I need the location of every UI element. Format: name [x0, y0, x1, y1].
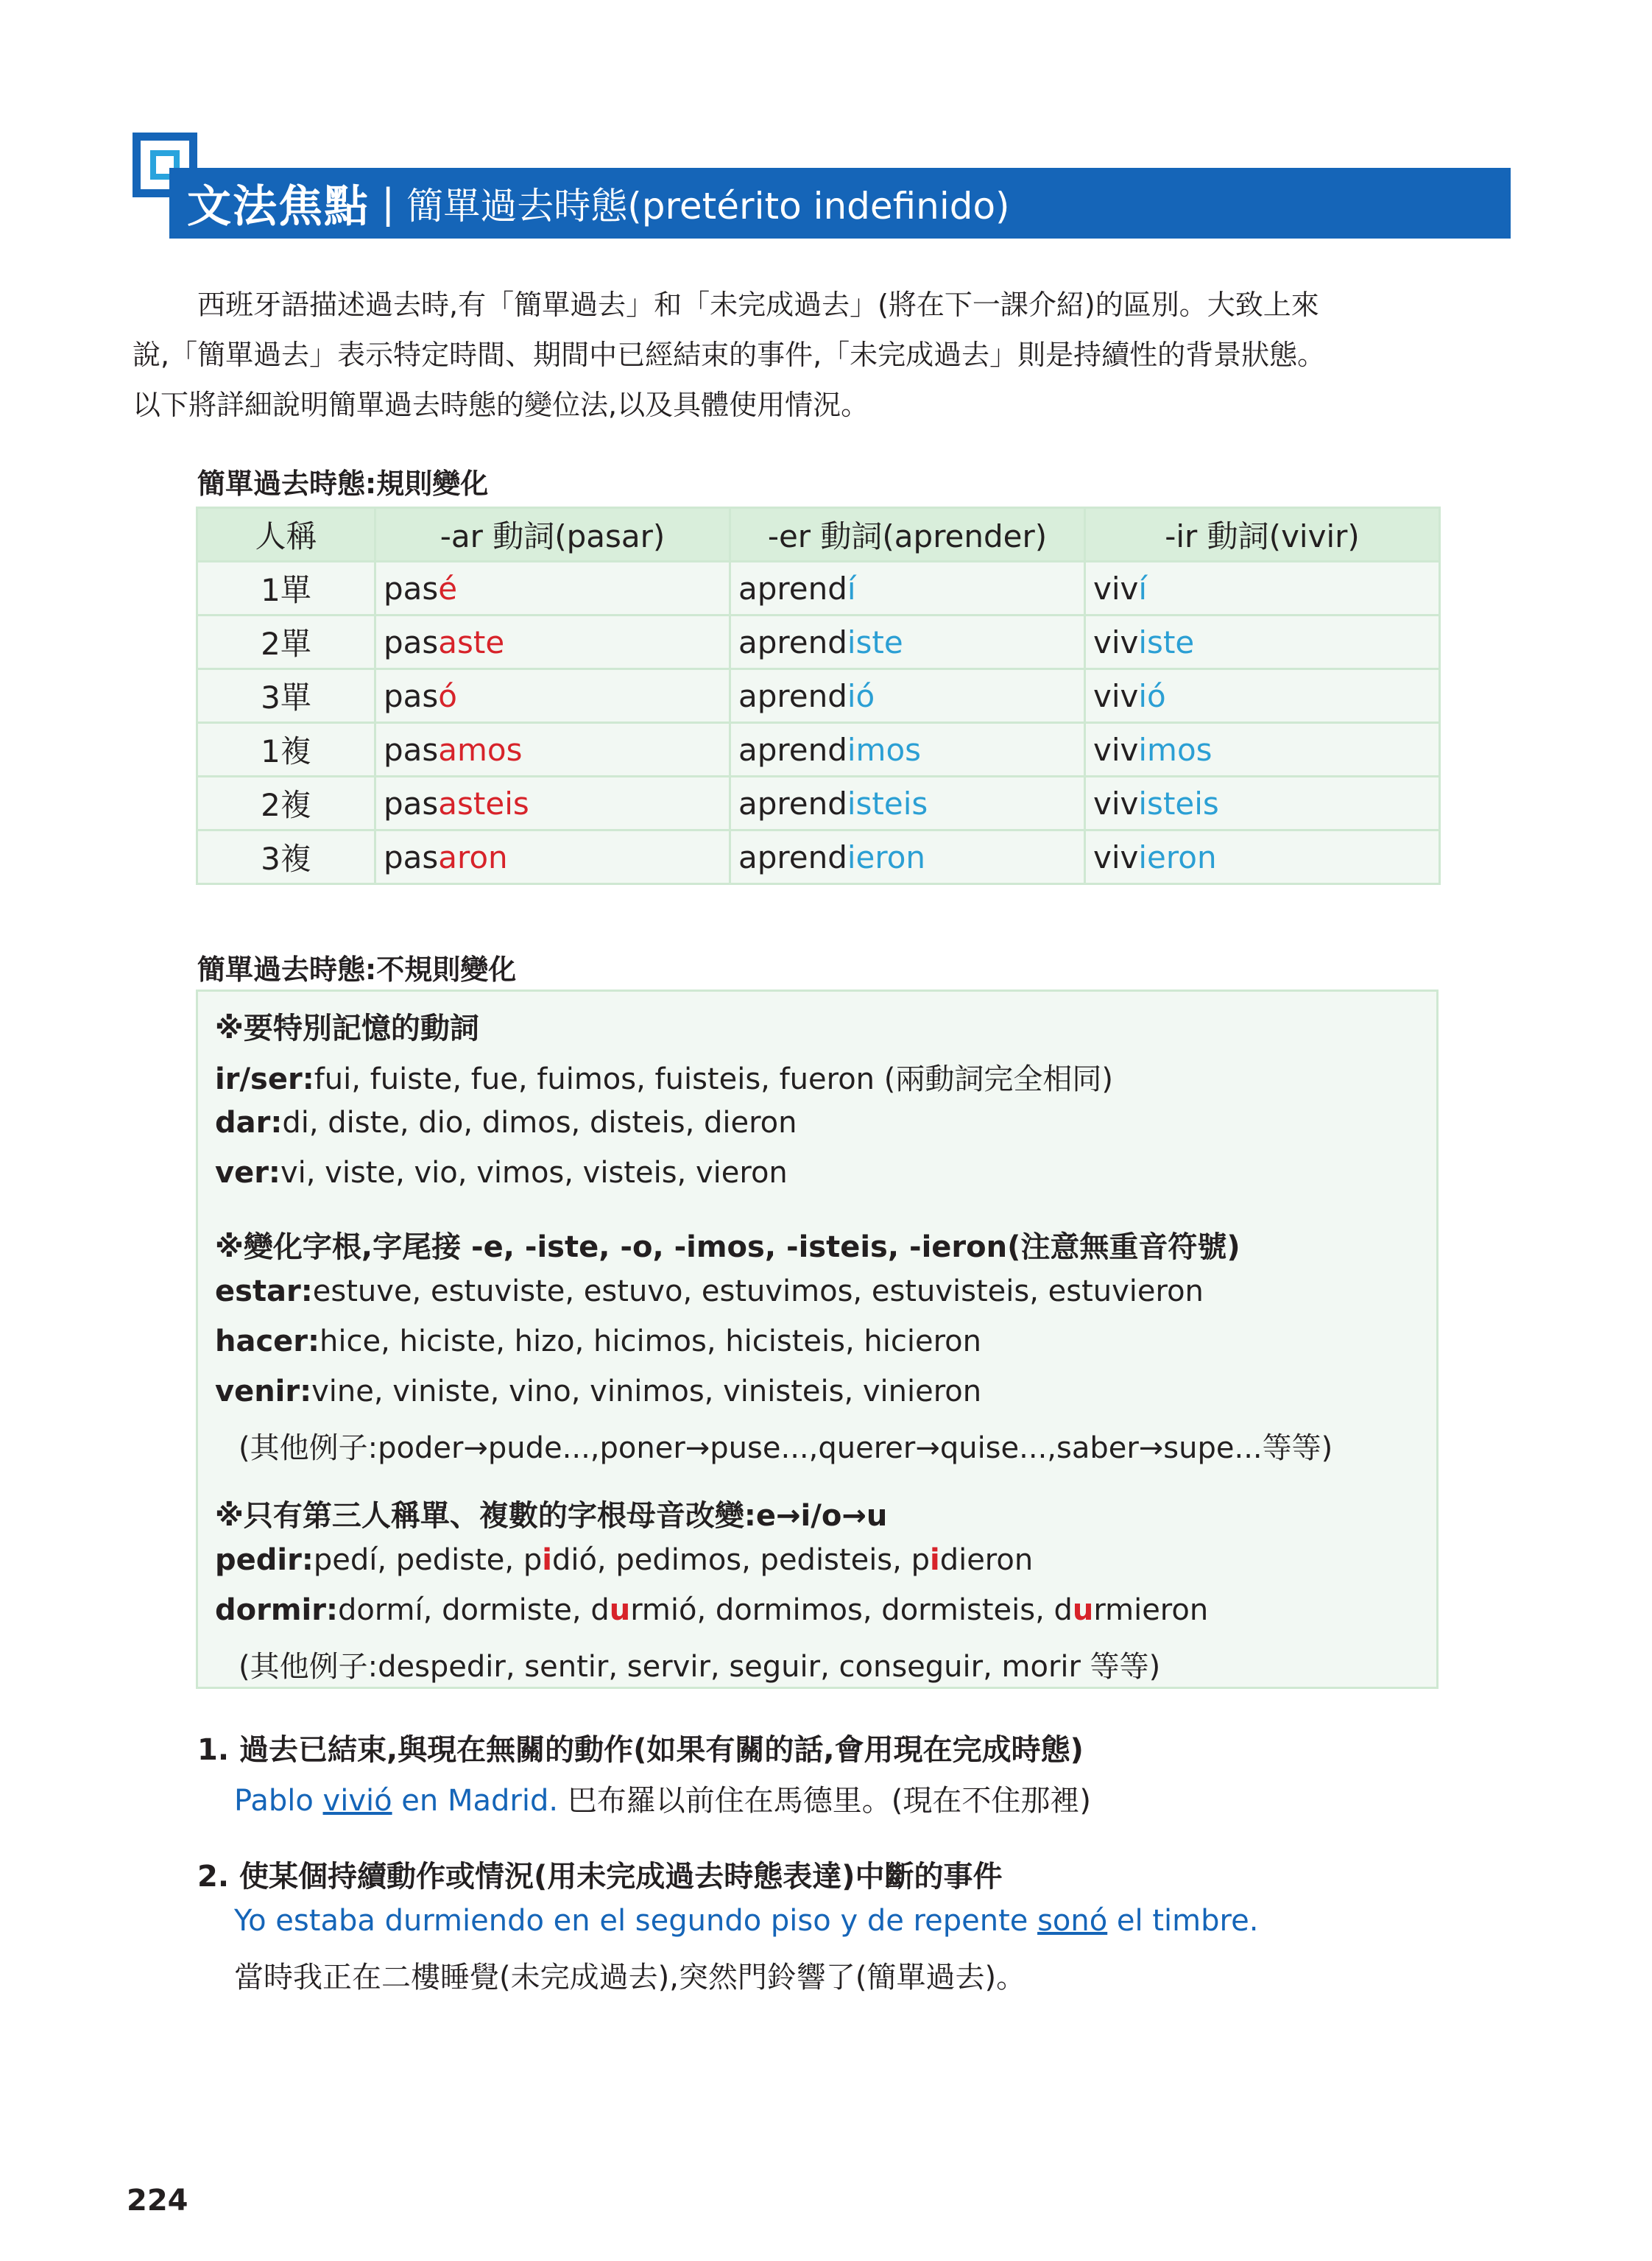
ar-ending: aron [438, 839, 508, 875]
cell-ir [1085, 615, 1440, 669]
dormir-verb: dormir: [215, 1593, 338, 1627]
header-ir: -ir 動詞(vivir) [1085, 508, 1440, 562]
group2-heading-c: (注意無重音符號) [1007, 1230, 1240, 1264]
dormir-forms-c: rmieron [1093, 1593, 1209, 1627]
usage-1-es-b: en Madrid. [392, 1784, 559, 1818]
usage-2-verb: sonó [1037, 1904, 1108, 1938]
group2-heading-a: ※變化字根,字尾接 [215, 1230, 472, 1264]
ir-stem: viv [1093, 677, 1139, 714]
cell-ir [1085, 562, 1440, 615]
table-row [197, 669, 1440, 723]
cell-er [730, 777, 1085, 830]
cell-person: 3單 [197, 669, 375, 723]
table-row [197, 777, 1440, 830]
group2-examples: (其他例子:poder→pude...,poner→puse...,querer→quise...,saber→supe...等等) [239, 1431, 1333, 1465]
cell-er [730, 830, 1085, 884]
ar-stem: pas [384, 839, 439, 875]
er-ending: ió [847, 677, 875, 714]
header-person: 人稱 [197, 508, 375, 562]
er-stem: aprend [738, 839, 847, 875]
ar-stem: pas [384, 570, 439, 607]
estar-verb: estar: [215, 1274, 313, 1308]
dar-forms: di, diste, dio, dimos, disteis, dieron [282, 1106, 797, 1140]
cell-ar [375, 777, 730, 830]
cell-person: 1單 [197, 562, 375, 615]
cell-person: 3複 [197, 830, 375, 884]
cell-ar [375, 723, 730, 777]
table-row [197, 723, 1440, 777]
er-stem: aprend [738, 624, 847, 660]
cell-ir [1085, 830, 1440, 884]
pedir-forms-a: pedí, pediste, p [313, 1543, 543, 1577]
ar-ending: aste [438, 624, 505, 660]
group2-heading [215, 1224, 1240, 1266]
regular-conjugation-table [196, 507, 1441, 885]
group2-endings: -e, -iste, -o, -imos, -isteis, -ieron [471, 1230, 1008, 1264]
ir-stem: viv [1093, 731, 1139, 768]
estar-forms: estuve, estuviste, estuvo, estuvimos, estuvisteis, estuvieron [312, 1274, 1204, 1308]
usage-2-es [234, 1904, 1258, 1938]
usage-2-es-b: el timbre. [1107, 1904, 1259, 1938]
cell-ar [375, 615, 730, 669]
cell-ir [1085, 723, 1440, 777]
irser-verb: ir/ser: [215, 1062, 314, 1096]
irser-line [215, 1056, 1113, 1098]
cell-ar [375, 830, 730, 884]
ir-ending: isteis [1138, 785, 1219, 822]
er-ending: ieron [847, 839, 926, 875]
ir-stem: viv [1093, 839, 1139, 875]
ar-stem: pas [384, 731, 439, 768]
dormir-line [215, 1593, 1208, 1627]
ir-ending: ieron [1138, 839, 1217, 875]
ir-stem: viv [1093, 570, 1139, 607]
ir-ending: í [1138, 570, 1148, 607]
hacer-forms: hice, hiciste, hizo, hicimos, hicisteis, hicieron [320, 1324, 981, 1358]
cell-er [730, 562, 1085, 615]
venir-verb: venir: [215, 1375, 312, 1408]
irser-forms: fui, fuiste, fue, fuimos, fuisteis, fueron [314, 1062, 875, 1096]
cell-er [730, 723, 1085, 777]
ar-ending: é [438, 570, 458, 607]
hacer-line [215, 1324, 981, 1358]
header-er: -er 動詞(aprender) [730, 508, 1085, 562]
intro-paragraph [133, 280, 1517, 430]
table-row [197, 615, 1440, 669]
intro-line-2: 說,「簡單過去」表示特定時間、期間中已經結束的事件,「未完成過去」則是持續性的背景狀態。 [133, 339, 1326, 371]
er-stem: aprend [738, 570, 847, 607]
ar-ending: amos [438, 731, 523, 768]
cell-ir [1085, 669, 1440, 723]
table-header-row [197, 508, 1440, 562]
cell-er [730, 615, 1085, 669]
cell-ar [375, 562, 730, 615]
er-stem: aprend [738, 677, 847, 714]
er-ending: í [847, 570, 856, 607]
usage-1-translation: 巴布羅以前住在馬德里。(現在不住那裡) [558, 1784, 1091, 1818]
page-number: 224 [127, 2184, 188, 2218]
venir-forms: vine, viniste, vino, vinimos, vinisteis, vinieron [311, 1375, 982, 1408]
cell-person: 1複 [197, 723, 375, 777]
pedir-highlight-1: i [542, 1543, 552, 1577]
cell-er [730, 669, 1085, 723]
intro-line-3: 以下將詳細說明簡單過去時態的變位法,以及具體使用情況。 [133, 389, 869, 421]
ver-forms: vi, viste, vio, vimos, visteis, vieron [280, 1156, 788, 1190]
section-header [169, 168, 1511, 239]
group3-examples: (其他例子:despedir, sentir, servir, seguir, conseguir, morir 等等) [239, 1650, 1161, 1684]
usage-1-example [234, 1777, 1091, 1819]
header-ar: -ar 動詞(pasar) [375, 508, 730, 562]
group3-heading: ※只有第三人稱單、複數的字根母音改變:e→i/o→u [215, 1499, 888, 1533]
dormir-highlight-1: u [609, 1593, 631, 1627]
ir-ending: ió [1138, 677, 1166, 714]
dar-verb: dar: [215, 1106, 283, 1140]
cell-person: 2單 [197, 615, 375, 669]
pedir-highlight-2: i [929, 1543, 940, 1577]
er-stem: aprend [738, 785, 847, 822]
usage-2-example [234, 1904, 1258, 1938]
er-ending: imos [847, 731, 922, 768]
table-row [197, 830, 1440, 884]
usage-2-es-a: Yo estaba durmiendo en el segundo piso y de repente [234, 1904, 1038, 1938]
er-ending: isteis [847, 785, 928, 822]
dormir-forms-a: dormí, dormiste, d [337, 1593, 610, 1627]
cell-person: 2複 [197, 777, 375, 830]
ar-ending: asteis [438, 785, 529, 822]
estar-line [215, 1274, 1204, 1308]
cell-ar [375, 669, 730, 723]
table-row [197, 562, 1440, 615]
irregular-title: 簡單過去時態:不規則變化 [197, 953, 517, 986]
ver-line [215, 1156, 788, 1190]
group1-heading: ※要特別記憶的動詞 [215, 1012, 479, 1045]
irser-note: (兩動詞完全相同) [883, 1062, 1113, 1096]
dar-line [215, 1106, 797, 1140]
ar-stem: pas [384, 624, 439, 660]
er-stem: aprend [738, 731, 847, 768]
dormir-forms-b: rmió, dormimos, dormisteis, d [630, 1593, 1073, 1627]
ar-ending: ó [438, 677, 457, 714]
dormir-highlight-2: u [1072, 1593, 1094, 1627]
usage-1-es [234, 1784, 558, 1818]
er-ending: iste [847, 624, 903, 660]
usage-2-translation: 當時我正在二樓睡覺(未完成過去),突然門鈴響了(簡單過去)。 [234, 1961, 1026, 1994]
cell-ir [1085, 777, 1440, 830]
ir-ending: iste [1138, 624, 1195, 660]
ver-verb: ver: [215, 1156, 280, 1190]
hacer-verb: hacer: [215, 1324, 320, 1358]
pedir-forms-b: dió, pedimos, pedisteis, p [551, 1543, 930, 1577]
ir-stem: viv [1093, 624, 1139, 660]
usage-1-title: 1. 過去已結束,與現在無關的動作(如果有關的話,會用現在完成時態) [197, 1733, 1084, 1767]
pedir-forms-c: dieron [939, 1543, 1034, 1577]
ar-stem: pas [384, 677, 439, 714]
intro-line-1: 西班牙語描述過去時,有「簡單過去」和「未完成過去」(將在下一課介紹)的區別。大致上來 [197, 289, 1319, 321]
header-separator: | [381, 180, 395, 227]
venir-line [215, 1375, 981, 1408]
usage-2-title: 2. 使某個持續動作或情況(用未完成過去時態表達)中斷的事件 [197, 1860, 1003, 1894]
pedir-line [215, 1543, 1033, 1577]
pedir-verb: pedir: [215, 1543, 314, 1577]
section-topic: 簡單過去時態(pretérito indefinido) [406, 185, 1010, 227]
usage-1-verb: vivió [322, 1784, 392, 1818]
ir-stem: viv [1093, 785, 1139, 822]
section-label: 文法焦點 [187, 181, 370, 233]
ar-stem: pas [384, 785, 439, 822]
usage-1-es-a: Pablo [234, 1784, 323, 1818]
ir-ending: imos [1138, 731, 1212, 768]
regular-title: 簡單過去時態:規則變化 [197, 468, 489, 500]
